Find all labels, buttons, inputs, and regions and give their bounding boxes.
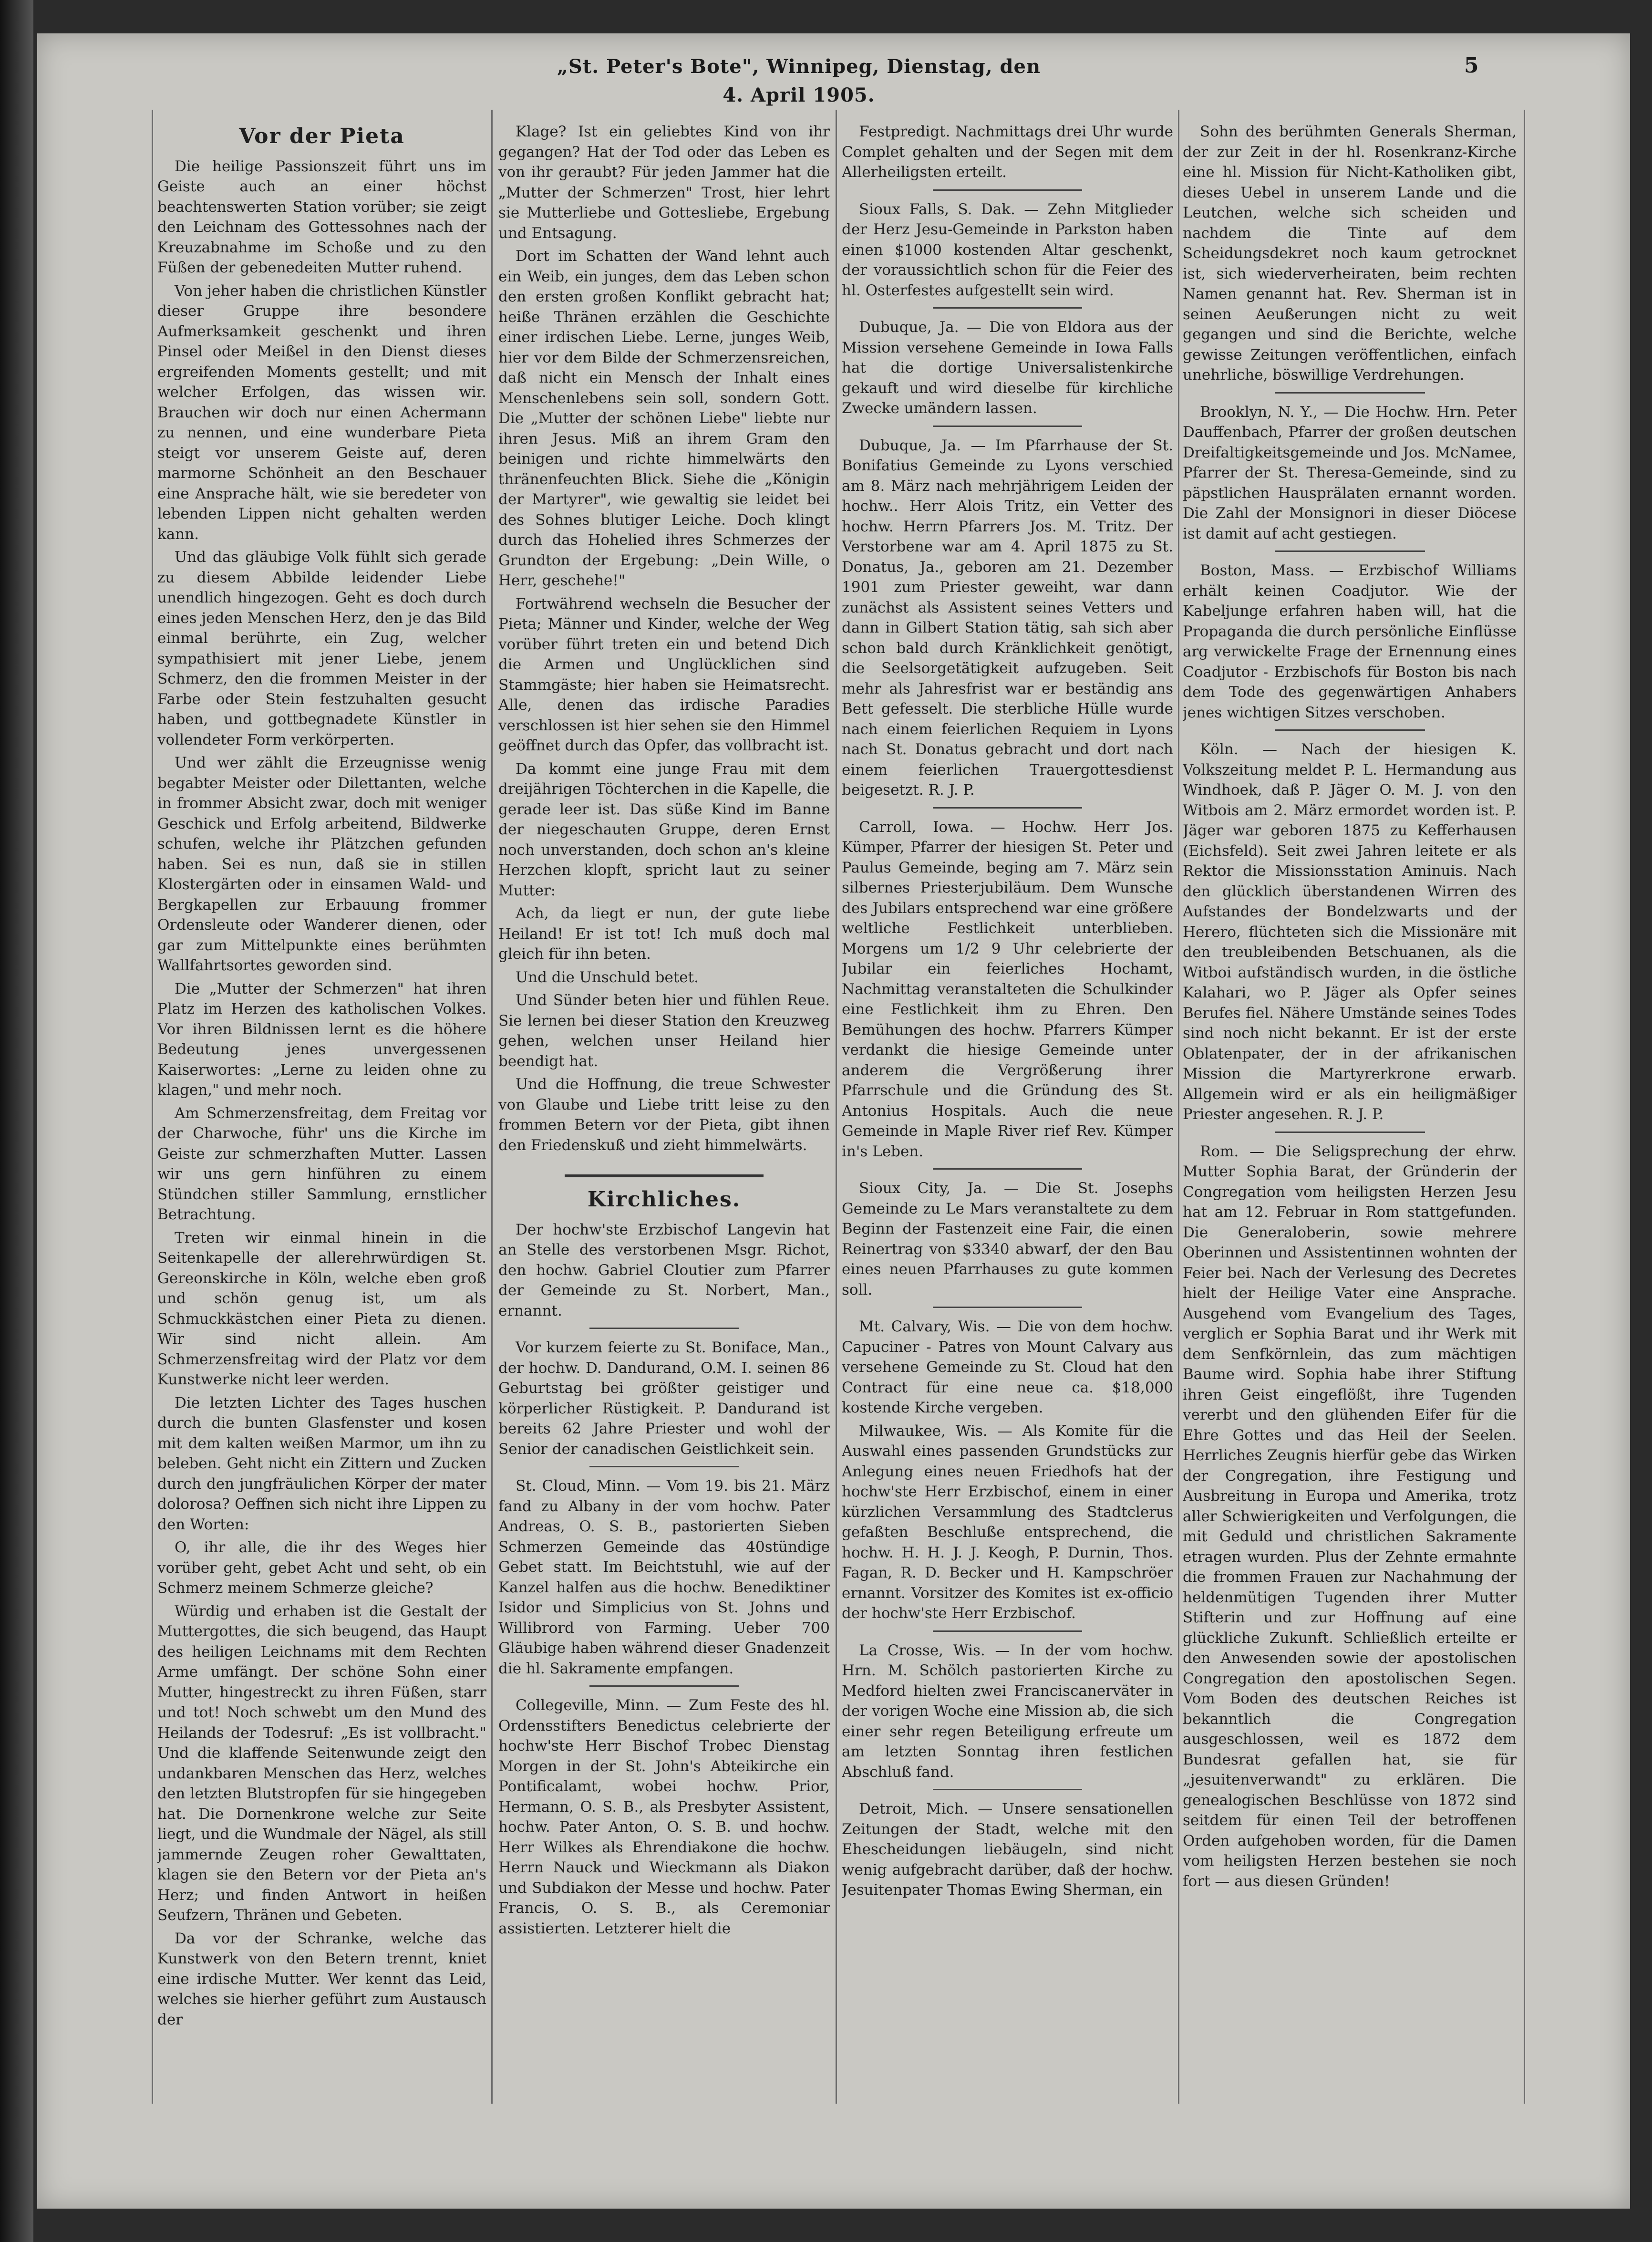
column-rule [491, 110, 493, 2104]
section-divider [565, 1174, 764, 1177]
news-item: Köln. — Nach der hiesigen K. Volkszeitung meldet P. L. Hermandung aus Windhoek, daß P. Jäger O. M. J. von den Witbois am 2. März ermordet worden ist. P. Jäger war geboren 1875 zu Kefferhausen (Eichsfeld). Seit zwei Jahren leitete er als Rektor die Missionsstation Aminuis. Nach den glücklich überstandenen Wirren des Aufstandes der Bondelzwarts und der Herero, flüchteten sich die Missionäre mit den treubleibenden Betschuanen, als die Witboi aufständisch wurden, in die östliche Kalahari, wo P. Jäger als Opfer seines Berufes fiel. Nähere Umstände seines Todes sind noch nicht bekannt. Er ist der erste Oblatenpater, der in der afrikanischen Mission die Martyrerkrone erwarb. Allgemein wird er als ein heiligmäßiger Priester angesehen. R. J. P. [1183, 741, 1517, 1123]
news-item: La Crosse, Wis. — In der vom hochw. Hrn. M. Schölch pastorierten Kirche zu Medford hielten zwei Franciscanerväter in der vorigen Woche eine Mission ab, die sich einer sehr regen Beteiligung erfreute um am letzten Sonntag ihren festlichen Abschluß fand. [842, 1641, 1173, 1781]
item-divider [589, 1685, 739, 1687]
news-item: Sohn des berühmten Generals Sherman, der zur Zeit in der hl. Rosenkranz-Kirche eine hl. Mission für Nicht-Katholiken gibt, dieses Uebel in unserem Lande und die Leutchen, welche sich scheiden und nachdem die Tinte auf dem Scheidungsdekret noch kaum getrocknet ist, sich wiederverheiraten, beim rechten Namen genannt hat. Rev. Sherman ist in seinen Aeußerungen nicht zu weit gegangen und sind die Berichte, welche gewisse Zeitungen veröffentlichen, einfach unehrliche, böswillige Verdrehungen. [1183, 123, 1517, 384]
item-divider [1275, 1131, 1425, 1133]
item-divider [933, 189, 1082, 191]
article-paragraph: Und wer zählt die Erzeugnisse wenig begabter Meister oder Dilettanten, welche in frommer Absicht zwar, doch mit weniger Geschick und Erfolg arbeitend, Bildwerke schufen, welche ihr Plätzchen gefunden haben. Sei es nun, daß sie in stillen Klostergärten oder in einsamen Wald- und Bergkapellen zur Erbauung frommer Ordensleute oder Wanderer dienen, oder gar zum Mittelpunkte eines berühmten Wallfahrtsortes geworden sind. [157, 754, 486, 974]
article-paragraph: Ach, da liegt er nun, der gute liebe Heiland! Er ist tot! Ich muß doch mal gleich für ihn beten. [498, 905, 830, 963]
news-item: Boston, Mass. — Erzbischof Williams erhält keinen Coadjutor. Wie der Kabeljunge erfahren haben will, hat die Propaganda die durch persönliche Einflüsse arg verwickelte Frage der Ernennung eines Coadjutor - Erzbischofs für Boston bis nach dem Tode des gegenwärtigen Anhabers jenes wichtigen Sitzes verschoben. [1183, 562, 1517, 721]
column-3 [842, 122, 1173, 2101]
article-paragraph: Da kommt eine junge Frau mit dem dreijährigen Töchterchen in die Kapelle, die gerade leer ist. Das süße Kind im Banne der niegeschauten Gruppe, deren Ernst noch unverstanden, doch schon an's kleine Herzchen klopft, spricht laut zu seiner Mutter: [498, 760, 830, 899]
article-paragraph: Von jeher haben die christlichen Künstler dieser Gruppe ihre besondere Aufmerksamkeit geschenkt und ihren Pinsel oder Meißel in den Dienst dieses ergreifenden Moments gestellt; und mit welcher Erfolgen, das wissen wir. Brauchen wir doch nur einen Achermann zu nennen, und eine wunderbare Pieta steigt vor unserem Geiste auf, deren marmorne Schönheit an den Beschauer eine Ansprache hält, wie sie beredeter von lebenden Lippen nicht gehalten werden kann. [157, 282, 486, 543]
news-item: Brooklyn, N. Y., — Die Hochw. Hrn. Peter Dauffenbach, Pfarrer der großen deutschen Dreifaltigkeitsgemeinde und Jos. McNamee, Pfarrer der St. Theresa-Gemeinde, sind zu päpstlichen Hausprälaten ernannt worden. Die Zahl der Monsignori in dieser Diöcese ist damit auf acht gestiegen. [1183, 403, 1517, 542]
item-divider [933, 1168, 1082, 1170]
column-rule [152, 110, 153, 2104]
item-divider [1275, 392, 1425, 394]
article-paragraph: Die letzten Lichter des Tages huschen durch die bunten Glasfenster und kosen mit dem kalten weißen Marmor, um ihn zu beleben. Geht nicht ein Zittern und Zucken durch den jungfräulichen Körper der mater dolorosa? Oeffnen sich nicht ihre Lippen zu den Worten: [157, 1394, 486, 1533]
item-divider [933, 426, 1082, 427]
article-paragraph: Und das gläubige Volk fühlt sich gerade zu diesem Abbilde leidender Liebe unendlich hingezogen. Geht es doch durch eines jeden Menschen Herz, den je das Bild einmal berührte, ein Zug, welcher sympathisiert mit jener Liebe, jenem Schmerz, den die frommen Meister in der Farbe oder Stein festzuhalten gesucht haben, und gottbegnadete Künstler in vollendeter Form verkörperten. [157, 549, 486, 748]
column-4 [1183, 122, 1517, 2101]
column-2 [498, 122, 830, 2101]
article-paragraph: Würdig und erhaben ist die Gestalt der Muttergottes, die sich beugend, das Haupt des heiligen Leichnams mit dem Rechten Arme umfängt. Der schöne Sohn einer Mutter, hingestreckt zu ihren Füßen, starr und tot! Noch schwebt um den Mund des Heilands der Todesruf: „Es ist vollbracht." Und die klaffende Seitenwunde zeigt den undankbaren Menschen das Herz, welches den letzten Blutstropfen für sie hingegeben hat. Die Dornenkrone welche zur Seite liegt, und die Wundmale der Nägel, als still jammernde Zeugen roher Gewalttaten, klagen sie den Betern vor der Pieta an's Herz; und finden Antwort in heißen Seufzern, Thränen und Gebeten. [157, 1602, 486, 1924]
scan-border [0, 0, 33, 2242]
news-item: Carroll, Iowa. — Hochw. Herr Jos. Kümper, Pfarrer der hiesigen St. Peter und Paulus Gemeinde, beging am 7. März sein silbernes Priesterjubiläum. Dem Wunsche des Jubilars entsprechend war eine größere weltliche Festlichkeit unterblieben. Morgens um 1/2 9 Uhr celebrierte der Jubilar ein feierliches Hochamt, Nachmittag veranstalteten die Schulkinder eine Festlichkeit ihm zu Ehren. Den Bemühungen des hochw. Pfarrers Kümper verdankt die hiesige Gemeinde unter anderem die Vergrößerung ihrer Pfarrschule und die Gründung des St. Antonius Hospitals. Auch die neue Gemeinde in Maple River rief Rev. Kümper in's Leben. [842, 818, 1173, 1160]
running-header: „St. Peter's Bote", Winnipeg, Dienstag, den 4. April 1905. [557, 55, 1041, 106]
article-paragraph: Treten wir einmal hinein in die Seitenkapelle der allerehrwürdigen St. Gereonskirche in Köln, welche eben groß und schön genug ist, um als Schmuckkästchen einer Pieta zu dienen. Wir sind nicht allein. Am Schmerzensfreitag wird der Platz vor dem Kunstwerke nicht leer werden. [157, 1229, 486, 1388]
column-rule [836, 110, 837, 2104]
news-item: St. Cloud, Minn. — Vom 19. bis 21. März fand zu Albany in der vom hochw. Pater Andreas, O. S. B., pastorierten Sieben Schmerzen Gemeinde das 40stündige Gebet statt. Im Beichtstuhl, wie auf der Kanzel halfen aus die hochw. Benediktiner Isidor und Simplicius von St. Johns und Willibrord von Farming. Ueber 700 Gläubige haben während dieser Gnadenzeit die hl. Sakramente empfangen. [498, 1477, 830, 1677]
item-divider [933, 1630, 1082, 1632]
news-item: Milwaukee, Wis. — Als Komite für die Auswahl eines passenden Grundstücks zur Anlegung eines neuen Friedhofs hat der hochw'ste Herr Erzbischof, einem in einer kürzlichen Versammlung des Stadtclerus gefaßten Beschluße entsprechend, die hochw. H. H. J. J. Keogh, P. Durnin, Thos. Fagan, R. D. Becker und H. Kampschröer ernannt. Vorsitzer des Komites ist ex-officio der hochw'ste Herr Erzbischof. [842, 1422, 1173, 1622]
item-divider [589, 1328, 739, 1329]
article-paragraph: Dort im Schatten der Wand lehnt auch ein Weib, ein junges, dem das Leben schon den ersten großen Konflikt gebracht hat; heiße Thränen erzählen die Geschichte einer irdischen Liebe. Lerne, junges Weib, hier vor dem Bilde der Schmerzensreichen, daß nicht ein Mensch der Inhalt eines Menschenlebens sein soll, sondern Gott. Die „Mutter der schönen Liebe" liebte nur ihren Jesus. Miß an ihrem Gram den beinigen und richte himmelwärts den thränenfeuchten Blick. Siehe die „Königin der Martyrer", wie gewaltig sie leidet bei des Sohnes blutiger Leiche. Doch klingt durch das Hohelied ihres Schmerzes der Grundton der Ergebung: „Dein Wille, o Herr, geschehe!" [498, 248, 830, 589]
news-item: Collegeville, Minn. — Zum Feste des hl. Ordensstifters Benedictus celebrierte der hochw'ste Herr Bischof Trobec Dienstag Morgen in der St. John's Abteikirche ein Pontificalamt, wobei hochw. Prior, Hermann, O. S. B., als Presbyter Assistent, hochw. Pater Anton, O. S. B. und hochw. Herr Wilkes als Ehrendiakone die hochw. Herrn Nauck und Wieckmann als Diakon und Subdiakon der Messe und hochw. Pater Francis, O. S. B., als Ceremoniar assistierten. Letzterer hielt die [498, 1697, 830, 1937]
item-divider [1275, 550, 1425, 552]
section-title: Kirchliches. [587, 1187, 741, 1212]
article-paragraph: Und die Hoffnung, die treue Schwester von Glaube und Liebe tritt leise zu den frommen Betern vor der Pieta, gibt ihnen den Friedenskuß und zieht himmelwärts. [498, 1076, 830, 1154]
column-rule [1178, 110, 1179, 2104]
item-divider [1275, 729, 1425, 731]
article-title: Vor der Pieta [239, 124, 405, 148]
article-paragraph: Klage? Ist ein geliebtes Kind von ihr gegangen? Hat der Tod oder das Leben es von ihr geraubt? Für jeden Jammer hat die „Mutter der Schmerzen" Trost, hier lehrt sie Mutterliebe und Gottesliebe, Ergebung und Entsagung. [498, 123, 830, 242]
article-paragraph: Fortwährend wechseln die Besucher der Pieta; Männer und Kinder, welche der Weg vorüber führt treten ein und betend Dich die Armen und Unglücklichen sind Stammgäste; hier haben sie Heimatsrecht. Alle, denen das irdische Paradies verschlossen ist hier sehen sie den Himmel geöffnet durch das Opfer, das vollbracht ist. [498, 595, 830, 754]
article-paragraph: Und die Unschuld betet. [516, 968, 699, 986]
news-item: Dubuque, Ja. — Die von Eldora aus der Mission versehene Gemeinde in Iowa Falls hat die dortige Universalistenkirche gekauft und wird dieselbe für kirchliche Zwecke umändern lassen. [842, 319, 1173, 417]
article-paragraph: Da vor der Schranke, welche das Kunstwerk von den Betern trennt, kniet eine irdische Mutter. Wer kennt das Leid, welches sie hierher geführt zum Austausch der [157, 1930, 486, 2028]
news-item: Sioux City, Ja. — Die St. Josephs Gemeinde zu Le Mars veranstaltete zu dem Beginn der Fastenzeit eine Fair, die einen Reinertrag von $3340 abwarf, der den Bau eines neuen Pfarrhauses zu gute kommen soll. [842, 1180, 1173, 1298]
news-item: Mt. Calvary, Wis. — Die von dem hochw. Capuciner - Patres von Mount Calvary aus versehene Gemeinde zu St. Cloud hat den Contract für eine neue ca. $18,000 kostende Kirche vergeben. [842, 1318, 1173, 1416]
article-paragraph: O, ihr alle, die ihr des Weges hier vorüber geht, gebet Acht und seht, ob ein Schmerz meinem Schmerze gleiche? [157, 1539, 486, 1597]
page-number: 5 [1464, 53, 1479, 78]
column-1 [157, 122, 486, 2101]
item-divider [933, 1789, 1082, 1790]
item-divider [933, 307, 1082, 309]
news-item: Sioux Falls, S. Dak. — Zehn Mitglieder der Herz Jesu-Gemeinde in Parkston haben einen $1000 kostenden Altar geschenkt, der voraussichtlich schon für die Feier des hl. Osterfestes aufgestellt sein wird. [842, 200, 1173, 299]
news-item: Dubuque, Ja. — Im Pfarrhause der St. Bonifatius Gemeinde zu Lyons verschied am 8. März nach mehrjährigem Leiden der hochw.. Herr Alois Tritz, ein Vetter des hochw. Herrn Pfarrers Jos. M. Tritz. Der Verstorbene war am 4. April 1875 zu St. Donatus, Ja., geboren am 21. Dezember 1901 zum Priester geweiht, war dann zunächst als Assistent seines Vetters und dann in Gilbert Station tätig, sah sich aber schon bald durch Kränklichkeit genötigt, die Seelsorgetätigkeit aufzugeben. Seit mehr als Jahresfrist war er beständig ans Bett gefesselt. Die sterbliche Hülle wurde nach einem feierlichen Requiem in Lyons nach St. Donatus gebracht und dort nach einem feierlichen Trauergottesdienst beigesetzt. R. J. P. [842, 436, 1173, 799]
news-item: Festpredigt. Nachmittags drei Uhr wurde Complet gehalten und der Segen mit dem Allerheiligsten erteilt. [842, 123, 1173, 181]
news-item: Detroit, Mich. — Unsere sensationellen Zeitungen der Stadt, welche mit den Ehescheidungen liebäugeln, sind nicht wenig aufgebracht darüber, daß der hochw. Jesuitenpater Thomas Ewing Sherman, ein [842, 1800, 1173, 1899]
news-item: Vor kurzem feierte zu St. Boniface, Man., der hochw. D. Dandurand, O.M. I. seinen 86 Geburtstag bei größter geistiger und körperlicher Rüstigkeit. P. Dandurand ist bereits 62 Jahre Priester und wohl der Senior der canadischen Geistlichkeit sein. [498, 1339, 830, 1458]
news-item: Rom. — Die Seligsprechung der ehrw. Mutter Sophia Barat, der Gründerin der Congregation vom heiligsten Herzen Jesu hat am 12. Februar in Rom stattgefunden. Die Generaloberin, sowie mehrere Oberinnen und Assistentinnen wohnten der Feier bei. Nach der Verlesung des Decretes hielt der Heilige Vater eine Ansprache. Ausgehend vom Evangelium des Tages, verglich er Sophia Barat und ihr Werk mit dem Senfkörnlein, das zum mächtigen Baume wird. Sophia habe ihrer Stiftung ihren Geist eingeflößt, ihre Tugenden vererbt und den glühenden Eifer für die Ehre Gottes und das Heil der Seelen. Herrliches Zeugnis hierfür gebe das Wirken der Congregation, ihre Festigung und Ausbreitung in Europa und Amerika, trotz aller Schwierigkeiten und Verfolgungen, die mit Geduld und christlichen Sakramente etragen wurden. Plus der Zehnte ermahnte die frommen Frauen zur Nachahmung der heldenmütigen Tugenden ihrer Mutter Stifterin und zur Hoffnung auf eine glückliche Zukunft. Schließlich erteilte er den Anwesenden sowie der apostolischen Congregation den apostolischen Segen. Vom Boden des deutschen Reiches ist bekanntlich die Congregation ausgeschlossen, weil es 1872 dem Bundesrat gefallen hat, sie für „jesuitenverwandt" zu erklären. Die genealogischen Beschlüsse von 1872 sind seitdem für einen Teil der betroffenen Orden aufgehoben worden, für die Damen vom heiligsten Herzen bestehen sie noch fort — aus diesen Gründen! [1183, 1142, 1517, 1890]
article-paragraph: Am Schmerzensfreitag, dem Freitag vor der Charwoche, führ' uns die Kirche im Geiste zur schmerzhaften Mutter. Lassen wir uns gern hinführen zu einem Stündchen stiller Sammlung, ernstlicher Betrachtung. [157, 1104, 486, 1223]
article-paragraph: Die heilige Passionszeit führt uns im Geiste auch an einer höchst beachtenswerten Station vorüber; sie zeigt den Leichnam des Gottessohnes nach der Kreuzabnahme im Schoße und zu den Füßen der gebenedeiten Mutter ruhend. [157, 157, 486, 276]
article-paragraph: Die „Mutter der Schmerzen" hat ihren Platz im Herzen des katholischen Volkes. Vor ihren Bildnissen lernt es die höhere Bedeutung jenes unvergessenen Kaiserwortes: „Lerne zu leiden ohne zu klagen," und mehr noch. [157, 980, 486, 1099]
item-divider [933, 807, 1082, 809]
news-item: Der hochw'ste Erzbischof Langevin hat an Stelle des verstorbenen Msgr. Richot, den hochw. Gabriel Cloutier zum Pfarrer der Gemeinde zu St. Norbert, Man., ernannt. [498, 1221, 830, 1319]
item-divider [589, 1466, 739, 1467]
article-paragraph: Und Sünder beten hier und fühlen Reue. Sie lernen bei dieser Station den Kreuzweg gehen, welchen unser Heiland hier beendigt hat. [498, 992, 830, 1070]
column-rule [1524, 110, 1525, 2104]
item-divider [933, 1307, 1082, 1308]
